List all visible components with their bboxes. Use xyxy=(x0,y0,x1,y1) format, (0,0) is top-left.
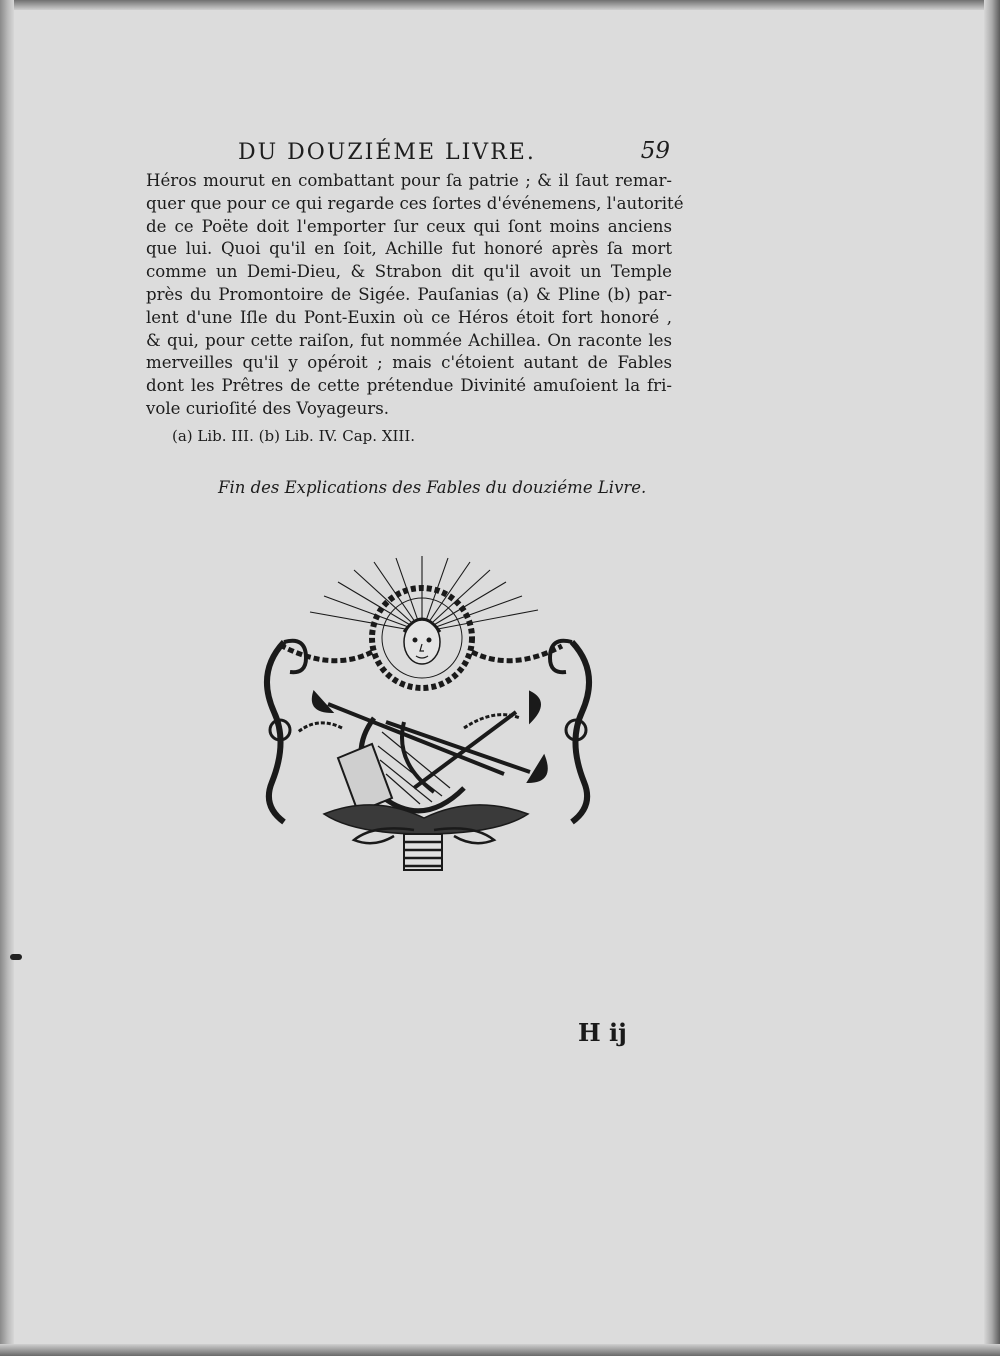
running-head-title: DU DOUZIÉME LIVRE. xyxy=(238,140,536,165)
margin-ink-mark xyxy=(10,954,22,960)
running-head xyxy=(150,138,670,172)
text-line: Héros mourut en combattant pour ſa patrie ; & il ſaut remar- xyxy=(146,171,672,190)
closing-line: Fin des Explications des Fables du douziéme Livre. xyxy=(218,478,647,497)
text-line: merveilles qu'il y opéroit ; mais c'étoient autant de Fables xyxy=(146,353,672,373)
text-line: vole curioſité des Voyageurs. xyxy=(146,398,389,418)
text-line: quer que pour ce qui regarde ces ſortes d'événemens, l'autorité xyxy=(146,193,684,213)
page-top-edge xyxy=(0,0,1000,10)
text-line: dont les Prêtres de cette prétendue Divinité amuſoient la fri- xyxy=(146,376,672,396)
footnote: (a) Lib. III. (b) Lib. IV. Cap. XIII. xyxy=(172,427,416,445)
text-line: que lui. Quoi qu'il en ſoit, Achille fut honoré après ſa mort xyxy=(146,239,672,259)
page-number: 59 xyxy=(640,138,670,164)
fleuron-sun-lyre-trumpets-icon xyxy=(254,552,602,876)
page-bottom-edge xyxy=(0,1344,1000,1356)
text-line: près du Promontoire de Sigée. Pauſanias (a) & Pline (b) par- xyxy=(146,284,672,304)
page-gutter xyxy=(0,0,14,1356)
page-right-edge xyxy=(984,0,1000,1356)
text-line: de ce Poëte doit l'emporter ſur ceux qui ſont moins anciens xyxy=(146,216,672,236)
text-line: lent d'une Iſle du Pont-Euxin où ce Héros étoit fort honoré , xyxy=(146,307,672,327)
text-line: & qui, pour cette raiſon, fut nommée Achillea. On raconte les xyxy=(146,330,672,350)
signature-mark: H ij xyxy=(578,1018,627,1047)
text-line: comme un Demi-Dieu, & Strabon dit qu'il avoit un Temple xyxy=(146,262,672,282)
body-text xyxy=(146,170,684,421)
